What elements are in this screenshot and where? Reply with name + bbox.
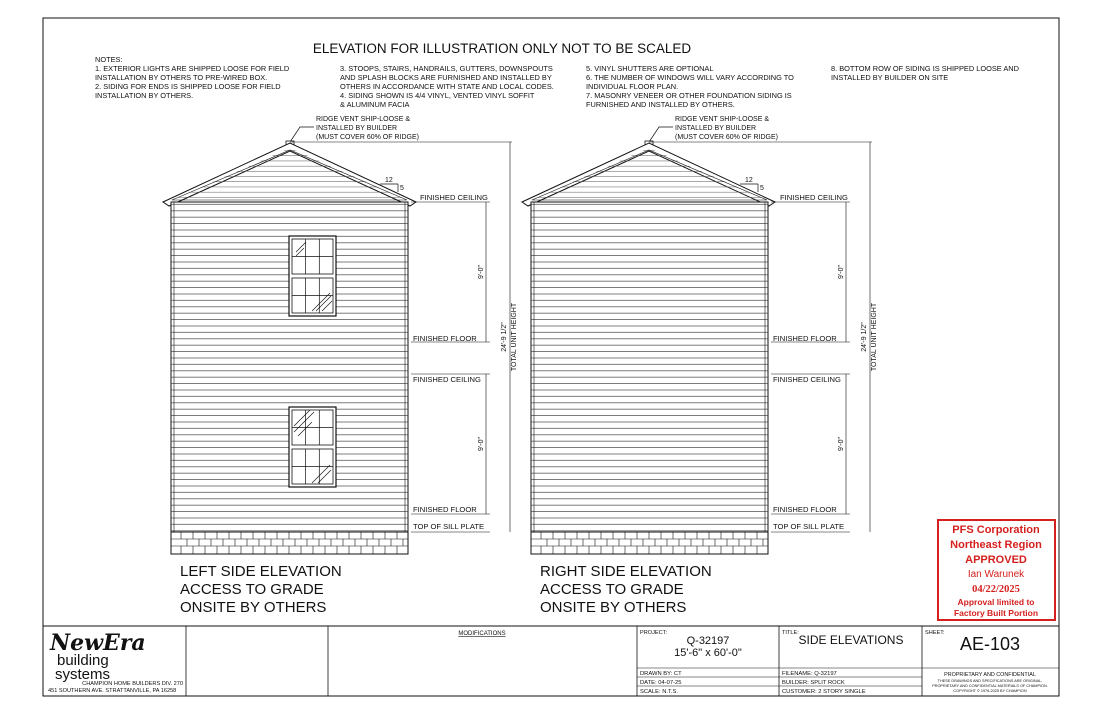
caption-line: ACCESS TO GRADE [180,581,324,598]
pitch-rise: 5 [400,185,404,192]
approval-stamp [938,520,1055,620]
upper-window [289,236,336,316]
note-line: 5. VINYL SHUTTERS ARE OPTIONAL [586,64,714,73]
lower-window [289,407,336,487]
note-line: 1. EXTERIOR LIGHTS ARE SHIPPED LOOSE FOR FIELD [95,64,290,73]
note-line: 4. SIDING SHOWN IS 4/4 VINYL, VENTED VINYL SOFFIT [340,91,535,100]
filename: FILENAME: Q-32197 [782,671,837,677]
label-top-of-sill: TOP OF SILL PLATE [413,522,485,531]
gable-siding [172,148,408,202]
label-finished-floor: FINISHED FLOOR [413,505,477,514]
drawing-date: DATE: 04-07-25 [640,680,682,686]
label-top-of-sill: TOP OF SILL PLATE [773,522,845,531]
logo-building: building [57,652,109,669]
ridge-vent-leader [290,127,314,142]
dim-total-height: 24'-9 1/2" [861,322,868,352]
drawing-scale: SCALE: N.T.S. [640,689,679,695]
ridge-vent-note: INSTALLED BY BUILDER [316,125,398,132]
caption-line: ACCESS TO GRADE [540,581,684,598]
note-line: AND SPLASH BLOCKS ARE FURNISHED AND INSTALLED BY [340,73,552,82]
caption-line: ONSITE BY OTHERS [540,599,687,616]
dim-total-height: 24'-9 1/2" [501,322,508,352]
foundation [531,532,768,554]
wall-siding [531,202,768,532]
stamp-line: PFS Corporation [952,524,1040,536]
proprietary-fine: THESE DRAWINGS AND SPECIFICATIONS ARE ORIGINAL, [937,679,1043,683]
label-finished-floor: FINISHED FLOOR [773,505,837,514]
customer: CUSTOMER: 2 STORY SINGLE [782,689,866,695]
note-line: 2. SIDING FOR ENDS IS SHIPPED LOOSE FOR FIELD [95,82,281,91]
notes-title: NOTES: [95,55,123,64]
note-line: INSTALLATION BY OTHERS TO PRE-WIRED BOX. [95,73,268,82]
division-text: CHAMPION HOME BUILDERS DIV. 270 [82,681,183,687]
note-line: 6. THE NUMBER OF WINDOWS WILL VARY ACCORDING TO [586,73,794,82]
logo-systems: systems [55,666,111,683]
stamp-line: Ian Warunek [967,569,1025,580]
ridge-vent-note: INSTALLED BY BUILDER [675,125,757,132]
dim-total-height-label: TOTAL UNIT HEIGHT [511,302,518,372]
address-text: 451 SOUTHERN AVE. STRATTANVILLE, PA 16258 [48,688,177,694]
note-line: INSTALLED BY BUILDER ON SITE [831,73,949,82]
label-finished-ceiling: FINISHED CEILING [413,375,481,384]
note-line: FURNISHED AND INSTALLED BY OTHERS. [586,100,735,109]
stamp-line: Approval limited to [957,597,1035,607]
builder: BUILDER: SPLIT ROCK [782,680,845,686]
dim-floor-height-lower: 9'-0" [478,437,485,451]
caption-line: ONSITE BY OTHERS [180,599,327,616]
pitch-rise: 5 [760,185,764,192]
sheet-label: SHEET: [925,630,945,636]
note-line: 3. STOOPS, STAIRS, HANDRAILS, GUTTERS, DOWNSPOUTS [340,64,553,73]
caption-line: RIGHT SIDE ELEVATION [540,563,712,580]
sheet-heading: ELEVATION FOR ILLUSTRATION ONLY NOT TO BE SCALED [312,41,692,56]
stamp-line: Northeast Region [950,539,1042,551]
project-label: PROJECT: [640,630,668,636]
stamp-line: Factory Built Portion [953,608,1039,618]
ridge-vent-note: (MUST COVER 60% OF RIDGE) [316,134,419,141]
project-size: 15'-6" x 60'-0" [674,647,742,659]
dim-floor-height-upper: 9'-0" [838,265,845,279]
pitch-run: 12 [385,177,393,184]
ridge-vent-note: RIDGE VENT SHIP-LOOSE & [675,116,770,123]
logo-newera: NewEra [50,630,146,656]
title-block [43,626,1059,696]
label-finished-ceiling: FINISHED CEILING [420,193,488,202]
caption-line: LEFT SIDE ELEVATION [180,563,342,580]
ridge-vent-note: RIDGE VENT SHIP-LOOSE & [316,116,411,123]
notes-block [95,55,1019,109]
note-line: OTHERS IN ACCORDANCE WITH STATE AND LOCAL CODES. [340,82,554,91]
label-finished-ceiling: FINISHED CEILING [780,193,848,202]
stamp-line: 04/22/2025 [972,584,1020,595]
note-line: 8. BOTTOM ROW OF SIDING IS SHIPPED LOOSE AND [831,64,1019,73]
note-line: & ALUMINUM FACIA [340,100,410,109]
dim-total-height-label: TOTAL UNIT HEIGHT [871,302,878,372]
dim-floor-height-upper: 9'-0" [478,265,485,279]
copyright: COPYRIGHT © 1976-2025 BY CHAMPION [953,689,1027,693]
modifications-label: MODIFICATIONS [458,631,506,637]
label-finished-floor: FINISHED FLOOR [773,334,837,343]
right-side-elevation [522,116,878,554]
drawing-title: SIDE ELEVATIONS [798,633,904,647]
note-line: INDIVIDUAL FLOOR PLAN. [586,82,679,91]
gable-siding [532,148,768,202]
note-line: 7. MASONRY VENEER OR OTHER FOUNDATION SIDING IS [586,91,792,100]
pitch-run: 12 [745,177,753,184]
left-side-elevation [163,116,518,554]
drawn-by: DRAWN BY: CT [640,671,682,677]
proprietary-fine: PROPRIETARY AND CONFIDENTIAL MATERIALS OF CHAMPION. [932,684,1048,688]
ridge-vent-leader [649,127,673,142]
stamp-line: APPROVED [965,554,1027,566]
sheet-number: AE-103 [959,634,1021,654]
dim-floor-height-lower: 9'-0" [838,437,845,451]
left-elevation-caption [180,563,342,616]
ridge-vent-note: (MUST COVER 60% OF RIDGE) [675,134,778,141]
label-finished-ceiling: FINISHED CEILING [773,375,841,384]
foundation [171,532,408,554]
label-finished-floor: FINISHED FLOOR [413,334,477,343]
project-number: Q-32197 [686,635,730,647]
note-line: INSTALLATION BY OTHERS. [95,91,194,100]
right-elevation-caption [540,563,712,616]
proprietary-label: PROPRIETARY AND CONFIDENTIAL [944,672,1036,678]
title-label: TITLE: [782,630,799,636]
